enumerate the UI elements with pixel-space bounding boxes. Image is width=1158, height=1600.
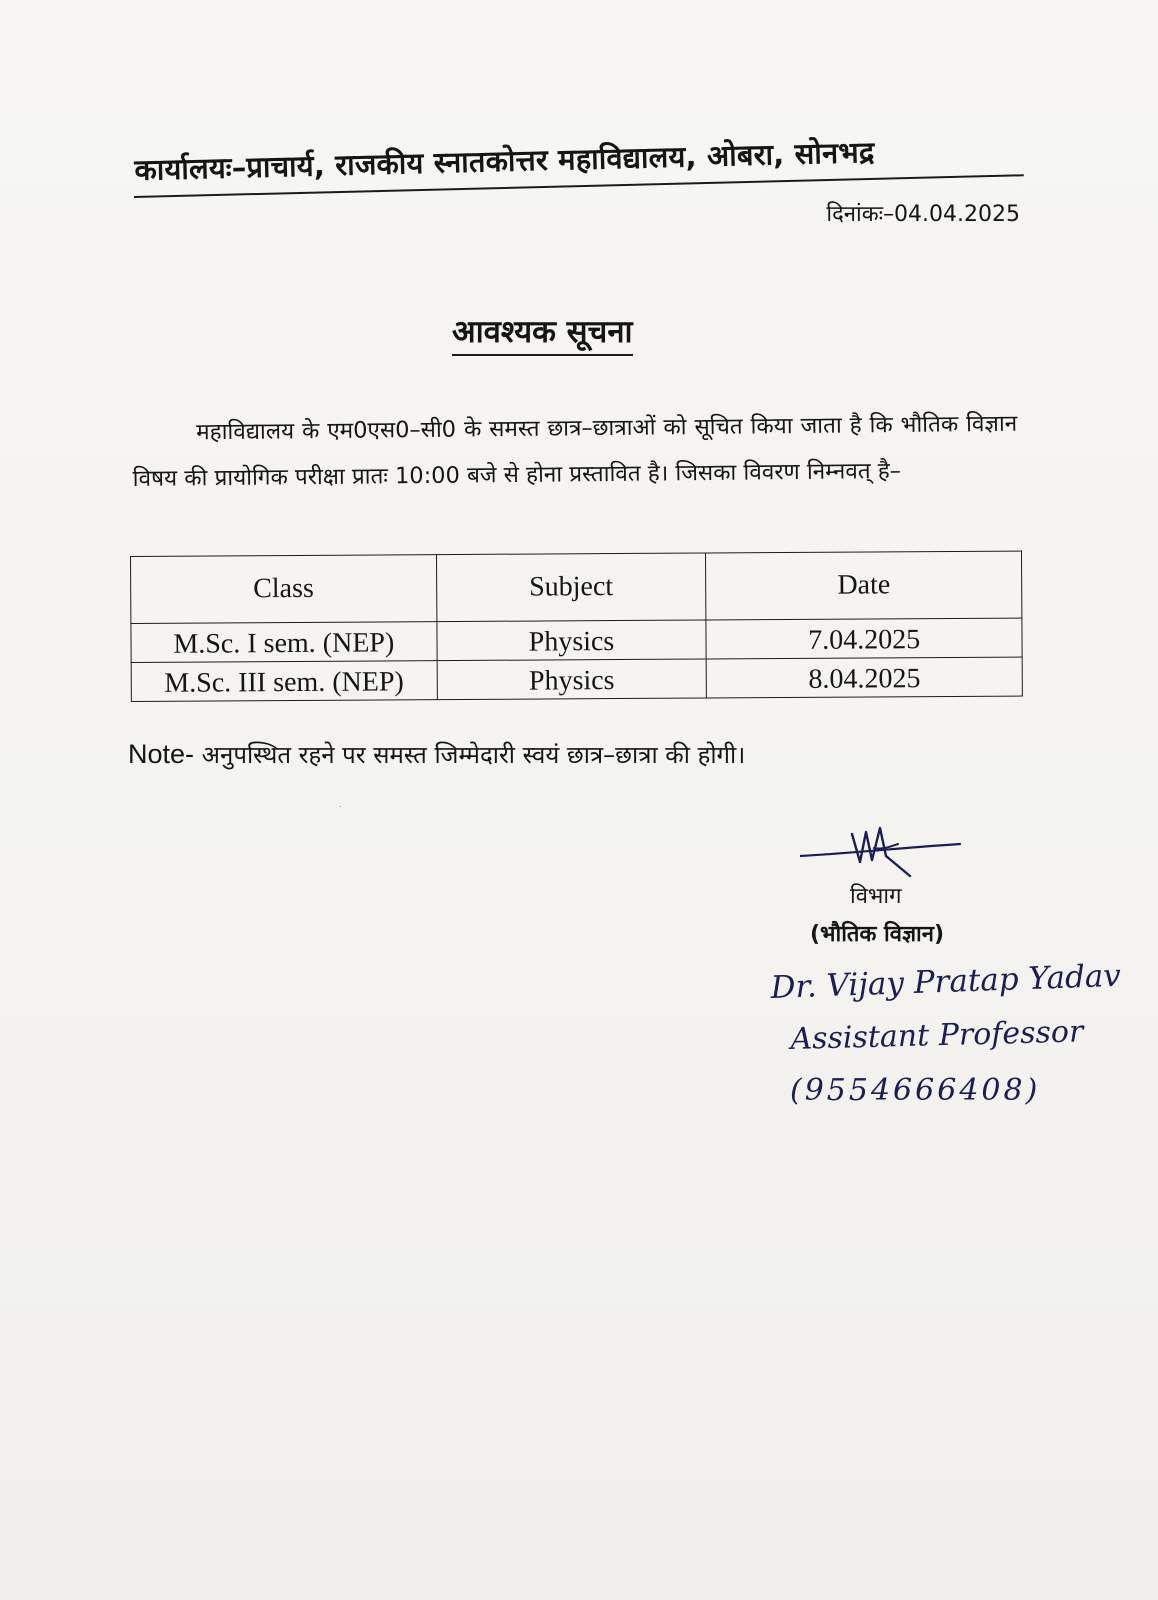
table-row bbox=[131, 618, 1022, 662]
handwritten-name: Dr. Vijay Pratap Yadav bbox=[770, 957, 1122, 1006]
table-cell-date: 8.04.2025 bbox=[706, 657, 1022, 698]
table-header-class: Class bbox=[131, 555, 437, 624]
office-header: कार्यालयः–प्राचार्य, राजकीय स्नातकोत्तर महाविद्यालय, ओबरा, सोनभद्र bbox=[134, 134, 875, 187]
handwritten-phone: (9554666408) bbox=[790, 1073, 1041, 1108]
note-label: Note- bbox=[128, 739, 195, 769]
handwritten-title: Assistant Professor bbox=[790, 1014, 1084, 1057]
notice-title: आवश्यक सूचना bbox=[452, 310, 633, 356]
table-row bbox=[131, 657, 1022, 701]
speck bbox=[340, 806, 341, 807]
signatory-department: विभाग bbox=[850, 884, 902, 909]
notice-date: दिनांकः–04.04.2025 bbox=[826, 202, 1020, 227]
exam-schedule-table bbox=[130, 551, 1023, 702]
table-header-subject: Subject bbox=[436, 553, 706, 622]
table-cell-subject: Physics bbox=[437, 620, 707, 661]
table-cell-class: M.Sc. I sem. (NEP) bbox=[131, 622, 437, 663]
note-text: अनुपस्थित रहने पर समस्त जिम्मेदारी स्वयं छात्र–छात्रा की होगी। bbox=[194, 741, 746, 769]
table-header-date: Date bbox=[706, 551, 1022, 620]
table-cell-date: 7.04.2025 bbox=[706, 618, 1022, 659]
table-cell-class: M.Sc. III sem. (NEP) bbox=[131, 661, 437, 702]
notice-body: महाविद्यालय के एम0एस0–सी0 के समस्त छात्र–छात्राओं को सूचित किया जाता है कि भौतिक विज्ञान विषय की प्रायोगिक परीक्षा प्रातः 10:00 बजे से होना प्रस्तावित है। जिसका विवरण निम्नवत् है– bbox=[132, 410, 1018, 492]
note bbox=[128, 738, 1028, 771]
table-cell-subject: Physics bbox=[437, 659, 707, 700]
table-header-row bbox=[131, 551, 1022, 623]
signatory-subdepartment: (भौतिक विज्ञान) bbox=[810, 922, 945, 947]
